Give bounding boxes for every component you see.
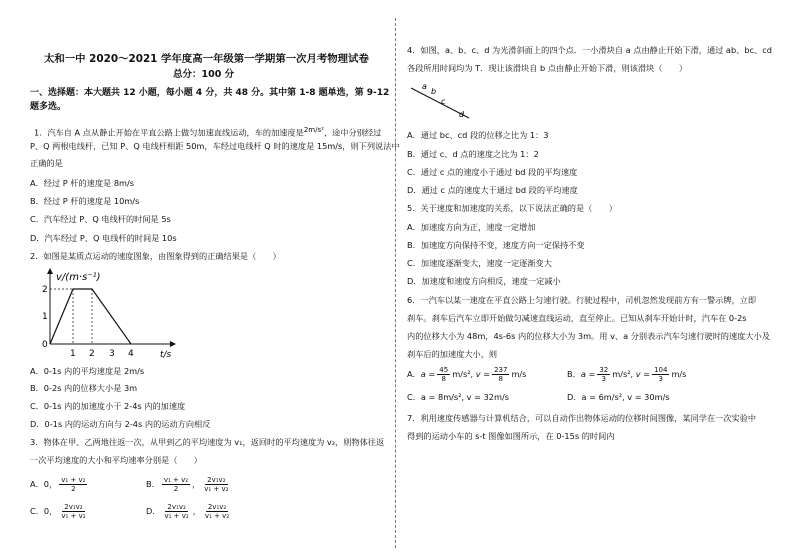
q6-stem-3: 内的位移大小为 48m，4s-6s 内的位移大小为 3m。用 v、a 分别表示汽车匀速行驶时的速度大小及 xyxy=(407,331,770,341)
q1-option-d: D．汽车经过 P、Q 电线杆的时间是 10s xyxy=(30,233,177,243)
q1-option-a: A．经过 P 杆的速度是 8m/s xyxy=(30,178,135,188)
velocity-line xyxy=(50,289,131,344)
q6-option-b: B．a = $\frac{32}{3}$ m/s², v = $\frac{104}{3}$ m/s xyxy=(567,366,687,383)
q5-stem: 5．关于速度和加速度的关系，以下说法正确的是（ ） xyxy=(407,203,617,213)
y-tick-2: 2 xyxy=(42,285,48,295)
left-column xyxy=(30,0,400,560)
q5-option-a: A．加速度方向为正，速度一定增加 xyxy=(407,222,536,232)
y-tick-1: 1 xyxy=(42,312,48,322)
x-tick-1: 1 xyxy=(70,349,76,359)
q5-option-c: C．加速度逐渐变大，速度一定逐渐变大 xyxy=(407,258,552,268)
point-a: a xyxy=(422,82,427,91)
y-axis-arrow xyxy=(47,268,53,274)
x-tick-3: 3 xyxy=(109,349,115,359)
x-tick-4: 4 xyxy=(128,349,134,359)
q3-stem-2: 一次平均速度的大小和平均速率分别是（ ） xyxy=(30,455,202,465)
total-score: 总分：100 分 xyxy=(173,69,235,80)
q4-incline-figure xyxy=(409,80,475,122)
y-axis-label: v/(m·s⁻¹) xyxy=(56,272,101,283)
q2-velocity-graph xyxy=(30,266,190,360)
q3-option-a: A．0， $\frac{\text{v₁ + v₂}}{2}$ xyxy=(30,476,86,493)
q2-option-d: D．0-1s 内的运动方向与 2-4s 内的运动方向相反 xyxy=(30,419,211,429)
q4-stem: 4．如图，a、b、c、d 为光滑斜面上的四个点．一小滑块自 a 点由静止开始下滑，通过 ab、bc、cd xyxy=(407,45,772,55)
q3-option-b: B． $\frac{\text{v₁ + v₂}}{2}$ ， $\frac{\text{2v₁v₂}}{\text{v₁ + v₂}}$ xyxy=(146,476,229,493)
q5-option-b: B．加速度方向保持不变，速度方向一定保持不变 xyxy=(407,240,585,250)
q6-stem: 6．一汽车以某一速度在平直公路上匀速行驶。行驶过程中，司机忽然发现前方有一警示牌，立即 xyxy=(407,295,757,305)
q2-option-b: B．0-2s 内的位移大小是 3m xyxy=(30,383,138,393)
point-b: b xyxy=(431,87,437,96)
q2-option-a: A．0-1s 内的平均速度是 2m/s xyxy=(30,366,145,376)
q1-option-b: B．经过 P 杆的速度是 10m/s xyxy=(30,196,140,206)
section-heading-cont: 题多选。 xyxy=(30,102,67,112)
column-divider xyxy=(395,18,396,548)
q6-option-c: C．a = 8m/s², v = 32m/s xyxy=(407,392,510,402)
q6-stem-2: 刹车。刹车后汽车立即开始做匀减速直线运动，直至停止。已知从刹车开始计时，汽车在 0-2s xyxy=(407,313,747,323)
q4-option-a: A．通过 bc、cd 段的位移之比为 1：3 xyxy=(407,130,549,140)
x-tick-2: 2 xyxy=(89,349,95,359)
right-column xyxy=(407,0,779,560)
q1-stem-2: P、Q 两根电线杆，已知 P、Q 电线杆相距 50m，车经过电线杆 Q 时的速度是 15m/s，则下列说法中 xyxy=(30,141,400,151)
q2-option-c: C．0-1s 内的加速度小于 2-4s 内的加速度 xyxy=(30,401,186,411)
q4-option-c: C．通过 c 点的速度小于通过 bd 段的平均速度 xyxy=(407,167,578,177)
q1-acceleration: 2m/s² xyxy=(303,126,324,134)
q6-option-a: A．a = $\frac{45}{8}$ m/s², v = $\frac{237}{8}$ m/s xyxy=(407,366,527,383)
point-d: d xyxy=(459,110,465,119)
q3-stem: 3．物体在甲、乙两地往返一次，从甲到乙的平均速度为 v₁，返回时的平均速度为 v₂，则物体往返 xyxy=(30,437,385,447)
q2-stem: 2．如图是某质点运动的速度图象，由图象得到的正确结果是（ ） xyxy=(30,251,281,261)
q4-option-b: B．通过 c、d 点的速度之比为 1：2 xyxy=(407,149,539,159)
x-axis-arrow xyxy=(170,341,176,347)
q4-stem-2: 各段所用时间均为 T．现让该滑块自 b 点由静止开始下滑，则该滑块（ ） xyxy=(407,63,688,73)
q1-stem-3: 正确的是 xyxy=(30,158,63,168)
q3-option-d: D． $\frac{\text{2v₁v₂}}{\text{v₁ + v₂}}$ ， $\frac{\text{2v₁v₂}}{\text{v₁ + v₂}}$ xyxy=(146,503,230,520)
q5-option-d: D．加速度和速度方向相反，速度一定减小 xyxy=(407,276,561,286)
q1-stem: 1．汽车自 A 点从静止开始在平直公路上做匀加速直线运动，车的加速度是$^{2m/s^2}$，途中分别经过 xyxy=(34,126,382,138)
q3-option-c: C．0， $\frac{\text{2v₁v₂}}{\text{v₁ + v₂}}$ xyxy=(30,503,86,520)
q7-stem-2: 得到的运动小车的 s-t 图像如图所示，在 0-15s 的时间内 xyxy=(407,431,615,441)
q6-option-d: D．a = 6m/s², v = 30m/s xyxy=(567,392,670,402)
exam-title: 太和一中 2020～2021 学年度高一年级第一学期第一次月考物理试卷 xyxy=(44,53,369,65)
q4-option-d: D．通过 c 点的速度大于通过 bd 段的平均速度 xyxy=(407,185,578,195)
y-tick-0: 0 xyxy=(42,340,48,350)
q6-stem-4: 刹车后的加速度大小，则 xyxy=(407,349,498,359)
point-c: c xyxy=(441,97,446,106)
x-axis-label: t/s xyxy=(160,350,172,360)
section-heading: 一、选择题：本大题共 12 小题，每小题 4 分，共 48 分。其中第 1-8 题单选，第 9-12 xyxy=(30,88,390,98)
q7-stem: 7．利用速度传感器与计算机结合，可以自动作出物体运动的位移时间图像，某同学在一次实验中 xyxy=(407,413,757,423)
q1-option-c: C．汽车经过 P、Q 电线杆的时间是 5s xyxy=(30,214,171,224)
